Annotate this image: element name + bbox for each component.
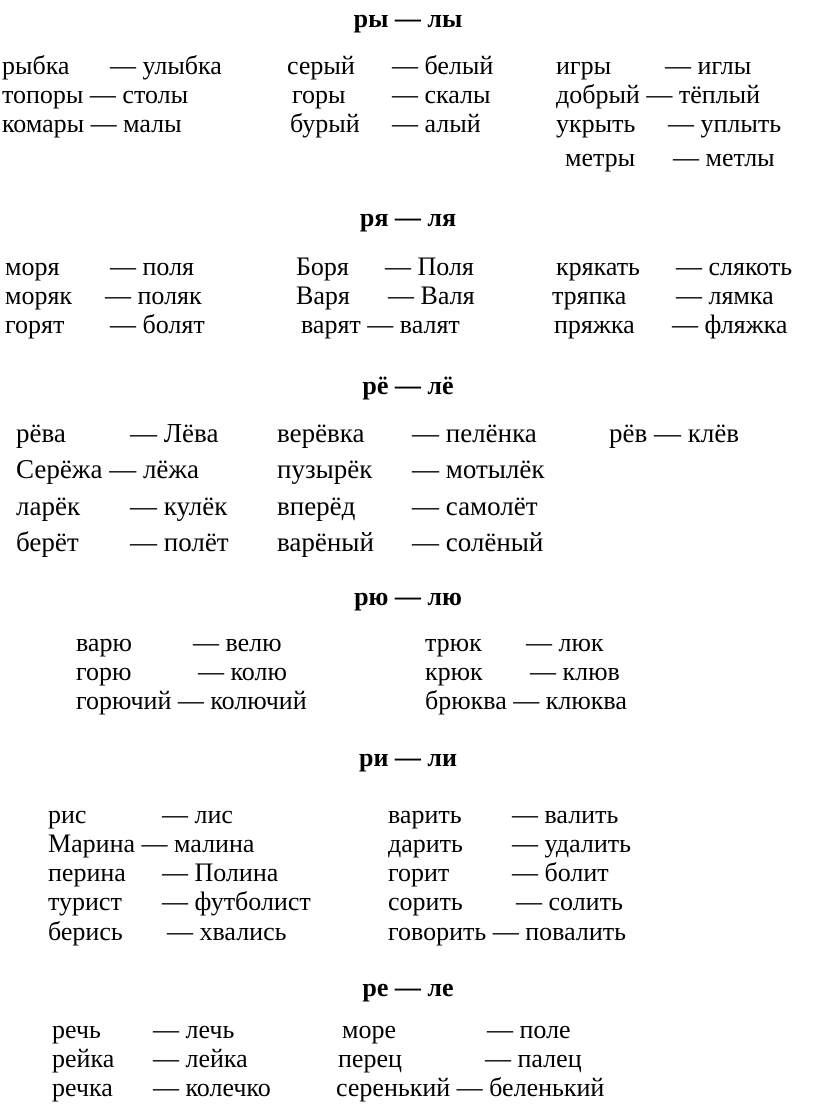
word: — поля xyxy=(110,252,195,281)
section-title-ryu-lyu: рю — лю xyxy=(354,582,462,611)
word: — метлы xyxy=(673,143,775,172)
word: — кулёк xyxy=(130,491,228,521)
word: — лечь xyxy=(153,1015,235,1044)
word: Марина — малина xyxy=(48,829,255,858)
word: — солить xyxy=(516,887,623,916)
section-title-ry-ly: ры — лы xyxy=(353,4,463,33)
word: пузырёк xyxy=(277,454,373,484)
word: сорить xyxy=(388,887,463,916)
word: тряпка xyxy=(552,281,627,310)
word: — клюв xyxy=(530,657,620,686)
word: игры xyxy=(556,51,612,80)
word: перина xyxy=(48,858,126,887)
word: — иглы xyxy=(665,51,752,80)
word: — удалить xyxy=(512,829,631,858)
word: — солёный xyxy=(412,527,544,557)
word: — фляжка xyxy=(672,310,788,339)
word: рейка xyxy=(52,1044,115,1073)
word: — улыбка xyxy=(110,51,222,80)
word: горючий — колючий xyxy=(76,686,307,715)
word: вперёд xyxy=(277,491,356,521)
word: — хвались xyxy=(167,917,287,946)
word: добрый — тёплый xyxy=(556,80,761,109)
word: — болят xyxy=(110,310,205,339)
word: речка xyxy=(52,1073,113,1102)
word: комары — малы xyxy=(2,109,182,138)
word: Серёжа — лёжа xyxy=(16,454,200,484)
word: — колю xyxy=(198,657,287,686)
word: варёный xyxy=(277,527,374,557)
word: рис xyxy=(48,800,87,829)
word: — скалы xyxy=(392,80,491,109)
word: речь xyxy=(52,1015,101,1044)
word: рёв — клёв xyxy=(609,418,740,448)
word: — Лёва xyxy=(130,418,219,448)
word: — мотылёк xyxy=(412,454,545,484)
word: серый xyxy=(287,51,355,80)
word: крякать xyxy=(556,252,640,281)
word: — болит xyxy=(512,858,609,887)
word: — пелёнка xyxy=(412,418,537,448)
word: — Полина xyxy=(162,858,279,887)
word: — уплыть xyxy=(668,109,782,138)
word: рёва xyxy=(16,418,66,448)
word: варю xyxy=(76,628,132,657)
section-title-rya-lya: ря — ля xyxy=(359,203,457,232)
word: — Поля xyxy=(385,252,474,281)
word: — футболист xyxy=(162,887,311,916)
word: крюк xyxy=(425,657,483,686)
word: перец xyxy=(338,1044,402,1073)
word: моря xyxy=(5,252,60,281)
word: — палец xyxy=(485,1044,582,1073)
word: ларёк xyxy=(16,491,81,521)
word: берись xyxy=(48,917,123,946)
word: — самолёт xyxy=(412,491,538,521)
word: бурый xyxy=(290,109,360,138)
section-title-ryo-lyo: рё — лё xyxy=(362,371,454,400)
word: верёвка xyxy=(277,418,365,448)
word: море xyxy=(342,1015,396,1044)
word: — люк xyxy=(526,628,604,657)
word: рыбка xyxy=(2,51,70,80)
section-title-ri-li: ри — ли xyxy=(358,743,457,772)
word: берёт xyxy=(16,527,79,557)
word: — лейка xyxy=(153,1044,248,1073)
word: трюк xyxy=(425,628,482,657)
word: — белый xyxy=(392,51,494,80)
word: — валить xyxy=(512,800,619,829)
word: — лис xyxy=(162,800,233,829)
word: моряк xyxy=(5,281,73,310)
word: Боря xyxy=(296,252,349,281)
word: горю xyxy=(76,657,132,686)
word: говорить — повалить xyxy=(388,917,626,946)
word: горы xyxy=(292,80,346,109)
word: дарить xyxy=(388,829,463,858)
word: пряжка xyxy=(554,310,635,339)
word: — поляк xyxy=(105,281,202,310)
word: горят xyxy=(5,310,65,339)
word: — полёт xyxy=(130,527,229,557)
section-title-re-le: ре — ле xyxy=(362,973,454,1002)
word: метры xyxy=(565,143,636,172)
word: топоры — столы xyxy=(2,80,189,109)
word: варить xyxy=(388,800,462,829)
word: — колечко xyxy=(153,1073,271,1102)
word: брюква — клюква xyxy=(425,686,627,715)
word: варят — валят xyxy=(301,310,460,339)
word: — слякоть xyxy=(676,252,793,281)
word: — поле xyxy=(487,1015,571,1044)
word: Варя xyxy=(296,281,350,310)
word: горит xyxy=(388,858,450,887)
word: турист xyxy=(48,887,122,916)
word: укрыть xyxy=(556,109,636,138)
word: — лямка xyxy=(676,281,774,310)
word: — Валя xyxy=(388,281,475,310)
word: серенький — беленький xyxy=(336,1073,605,1102)
word: — велю xyxy=(193,628,282,657)
word: — алый xyxy=(392,109,481,138)
